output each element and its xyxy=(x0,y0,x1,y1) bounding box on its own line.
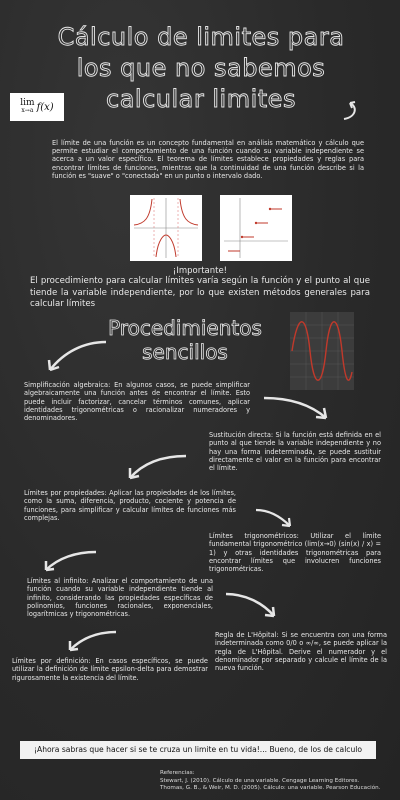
references xyxy=(160,770,396,793)
reference-item: Thomas, G. B., & Weir, M. D. (2005). Cálculo: una variable. Pearson Educación. xyxy=(160,785,381,792)
procedure-lhopital: Regla de L'Hôpital: Si se encuentra con una forma indeterminada como 0/0 o ∞/∞, se puede aplicar la regla de L'Hôpital. Derive el numerador y el denominador por separado y calcule el límite de la nueva función. xyxy=(215,631,387,673)
arrow-icon xyxy=(36,548,100,576)
reference-item: Stewart, J. (2010). Cálculo de una variable. Cengage Learning Editores. xyxy=(160,777,360,784)
page-title: Cálculo de limites para los que no sabemos calcular limites xyxy=(57,23,345,113)
curved-arrow-icon xyxy=(338,97,364,123)
procedure-trigonometric: Límites trigonométricos: Utilizar el límite fundamental trigonométrico (lim(x→0) (sin(x) / x) = 1) y otras identidades trigonométricas para encontrar límites que involucren funciones trigonométricas. xyxy=(209,532,381,574)
sine-graph-image xyxy=(290,312,354,390)
arrow-icon xyxy=(120,452,190,484)
procedure-definition: Límites por definición: En casos específicos, se puede utilizar la definición de límite epsilon-delta para demostrar rigurosamente la existencia del límite. xyxy=(12,657,208,682)
procedure-infinity: Límites al infinito: Analizar el comportamiento de una función cuando su variable independiente tiende al infinito, considerando las propiedades específicas de polinomios, funciones racionales, exponenciales, logarítmicas y trigonométricas. xyxy=(27,577,213,619)
procedure-algebraic-simplification: Simplificación algebraica: En algunos casos, se puede simplificar algebraicamente una función antes de encontrar el límite. Esto puede incluir factorizar, cancelar términos comunes, aplicar identidades trigonométricas o racionalizar numeradores y denominadores. xyxy=(24,381,250,423)
formula-lim: lim xyxy=(20,98,35,108)
arrow-icon xyxy=(222,590,282,622)
closing-banner: ¡Ahora sabras que hacer si se te cruza un limite en tu vida!... Bueno, de los de calculo xyxy=(20,741,376,759)
intro-paragraph: El límite de una función es un concepto fundamental en análisis matemático y cálculo que permite estudiar el comportamiento de una función cuando su variable independiente se acerca a un valor específico. El teorema de límites establece propiedades y reglas para encontrar límites de funciones, mientras que la continuidad de una función describe si la función es "suave" o "conectada" en un punto o intervalo dado. xyxy=(52,139,364,180)
references-heading: Referencias: xyxy=(160,770,195,776)
asymptote-graph-image xyxy=(130,195,202,261)
step-function-graph-image xyxy=(220,195,292,261)
important-heading: ¡Importante! xyxy=(172,266,228,276)
procedure-properties: Límites por propiedades: Aplicar las propiedades de los límites, como la suma, diferencia, producto, cociente y potencia de funciones, para simplificar y calcular límites de funciones más complejas. xyxy=(24,489,236,522)
limit-formula-image xyxy=(10,93,64,121)
arrow-icon xyxy=(252,506,296,532)
formula-subscript: x→a xyxy=(21,107,34,114)
procedures-title: Procedimientos sencillos xyxy=(108,316,262,364)
arrow-icon xyxy=(40,336,110,376)
formula-function: f(x) xyxy=(36,101,54,113)
arrow-icon xyxy=(260,392,332,424)
important-text: El procedimiento para calcular límites varía según la función y el punto al que tiende la variable independiente, por lo que existen métodos generales para calcular límites xyxy=(30,276,370,309)
procedure-direct-substitution: Sustitución directa: Si la función está definida en el punto al que tiende la variable independiente y no hay una forma indeterminada, se puede sustituir directamente el valor en la función para encontrar el límite. xyxy=(209,431,381,473)
arrow-icon xyxy=(60,628,120,656)
